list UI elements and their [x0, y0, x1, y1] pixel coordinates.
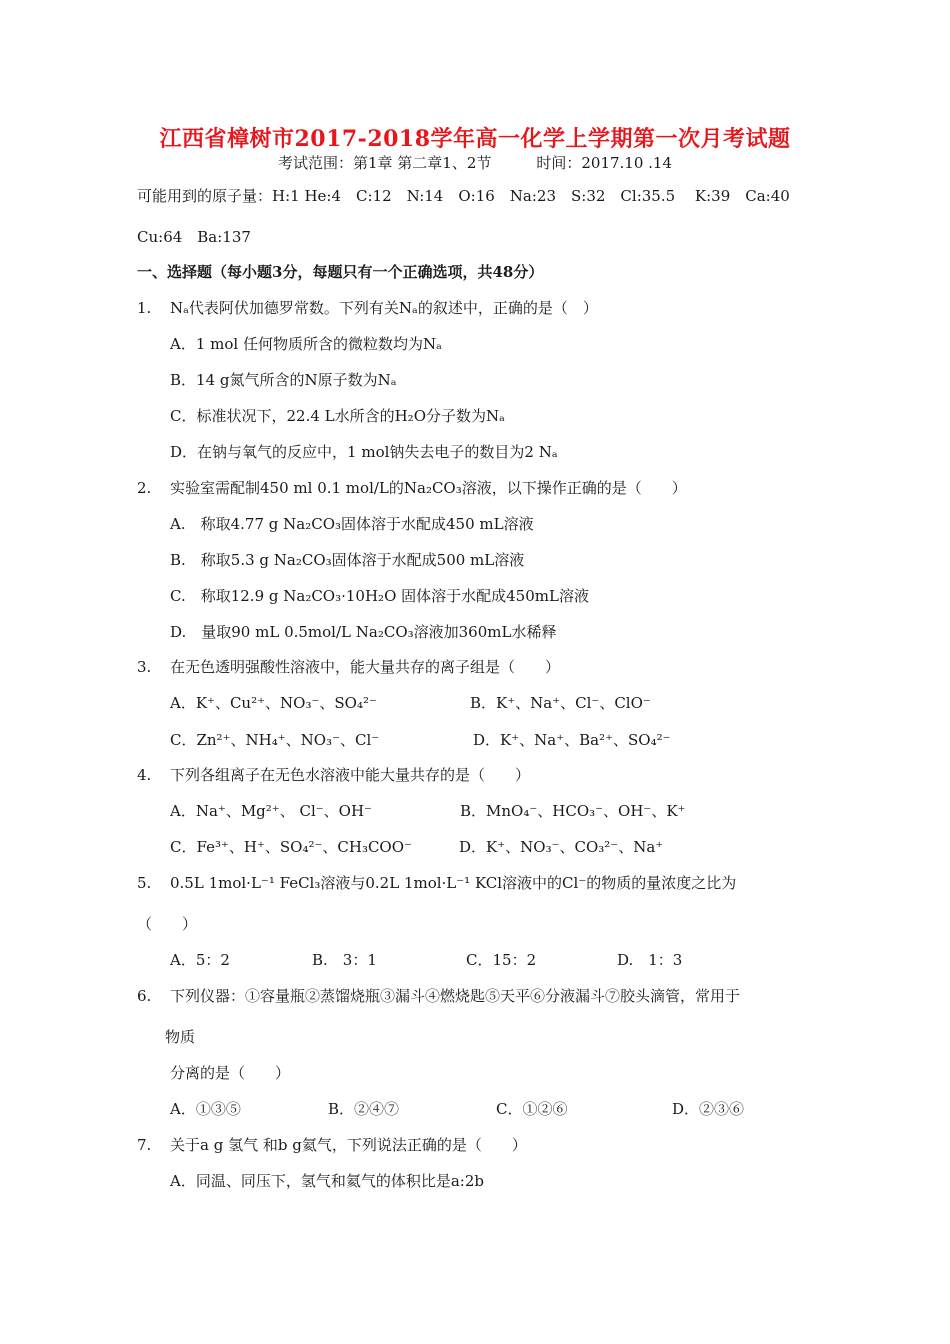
option-d: D．②③⑥ [672, 1100, 745, 1118]
atomic-masses-line-1: 可能用到的原子量：H:1 He:4 C:12 N:14 O:16 Na:23 S:32 Cl:35.5 K:39 Ca:40 [137, 187, 790, 205]
question-stem: Nₐ代表阿伏加德罗常数。下列有关Nₐ的叙述中，正确的是（ ） [170, 299, 598, 317]
question-number: 6. [137, 987, 152, 1005]
question-stem-continued: （ ） [137, 915, 198, 933]
option-a: A．Na⁺、Mg²⁺、 Cl⁻、OH⁻ [170, 802, 372, 820]
option-c: C．①②⑥ [496, 1100, 568, 1118]
option-d: D．K⁺、NO₃⁻、CO₃²⁻、Na⁺ [459, 838, 664, 856]
option-c: C．15：2 [466, 951, 537, 969]
option-b: B. 称取5.3 g Na₂CO₃固体溶于水配成500 mL溶液 [170, 551, 525, 569]
question-stem-continued: 分离的是（ ） [170, 1064, 291, 1082]
exam-title: 江西省樟树市2017-2018学年高一化学上学期第一次月考试题 [159, 126, 791, 152]
option-c: C．标准状况下，22.4 L水所含的H₂O分子数为Nₐ [170, 407, 505, 425]
question-number: 7. [137, 1136, 152, 1154]
option-a: A．①③⑤ [170, 1100, 241, 1118]
question-stem: 下列各组离子在无色水溶液中能大量共存的是（ ） [170, 766, 531, 784]
question-stem: 关于a g 氢气 和b g氦气，下列说法正确的是（ ） [170, 1136, 527, 1154]
option-d: D．在钠与氧气的反应中，1 mol钠失去电子的数目为2 Nₐ [170, 443, 558, 461]
option-c: C．Zn²⁺、NH₄⁺、NO₃⁻、Cl⁻ [170, 731, 380, 749]
question-stem: 下列仪器：①容量瓶②蒸馏烧瓶③漏斗④燃烧匙⑤天平⑥分液漏斗⑦胶头滴管，常用于 [170, 987, 741, 1005]
option-a: A. 称取4.77 g Na₂CO₃固体溶于水配成450 mL溶液 [170, 515, 534, 533]
option-b: B．②④⑦ [328, 1100, 400, 1118]
question-stem: 0.5L 1mol·L⁻¹ FeCl₃溶液与0.2L 1mol·L⁻¹ KCl溶液中的Cl⁻的物质的量浓度之比为 [170, 874, 737, 892]
question-stem-continued: 物质 [165, 1028, 196, 1046]
question-number: 1. [137, 299, 152, 317]
option-d: D. 量取90 mL 0.5mol/L Na₂CO₃溶液加360mL水稀释 [170, 623, 557, 641]
question-number: 2. [137, 479, 152, 497]
option-b: B. 3：1 [312, 951, 377, 969]
question-number: 5. [137, 874, 152, 892]
option-b: B．MnO₄⁻、HCO₃⁻、OH⁻、K⁺ [460, 802, 686, 820]
option-c: C. 称取12.9 g Na₂CO₃·10H₂O 固体溶于水配成450mL溶液 [170, 587, 589, 605]
question-stem: 在无色透明强酸性溶液中，能大量共存的离子组是（ ） [170, 658, 561, 676]
question-number: 4. [137, 766, 152, 784]
option-c: C．Fe³⁺、H⁺、SO₄²⁻、CH₃COO⁻ [170, 838, 412, 856]
section-heading-choice: 一、选择题（每小题3分，每题只有一个正确选项，共48分） [137, 263, 544, 281]
option-a: A．K⁺、Cu²⁺、NO₃⁻、SO₄²⁻ [170, 694, 377, 712]
option-a: A．1 mol 任何物质所含的微粒数均为Nₐ [170, 335, 442, 353]
atomic-masses-line-2: Cu:64 Ba:137 [137, 228, 251, 246]
option-d: D．K⁺、Na⁺、Ba²⁺、SO₄²⁻ [473, 731, 671, 749]
option-b: B．14 g氮气所含的N原子数为Nₐ [170, 371, 397, 389]
option-b: B．K⁺、Na⁺、Cl⁻、ClO⁻ [470, 694, 651, 712]
question-stem: 实验室需配制450 ml 0.1 mol/L的Na₂CO₃溶液，以下操作正确的是（ ） [170, 479, 687, 497]
question-number: 3. [137, 658, 152, 676]
option-a: A．5：2 [170, 951, 230, 969]
option-d: D. 1：3 [617, 951, 683, 969]
option-a: A．同温、同压下，氢气和氦气的体积比是a:2b [170, 1172, 484, 1190]
exam-range-and-time: 考试范围：第1章 第二章1、2节 时间：2017.10 .14 [277, 154, 673, 172]
